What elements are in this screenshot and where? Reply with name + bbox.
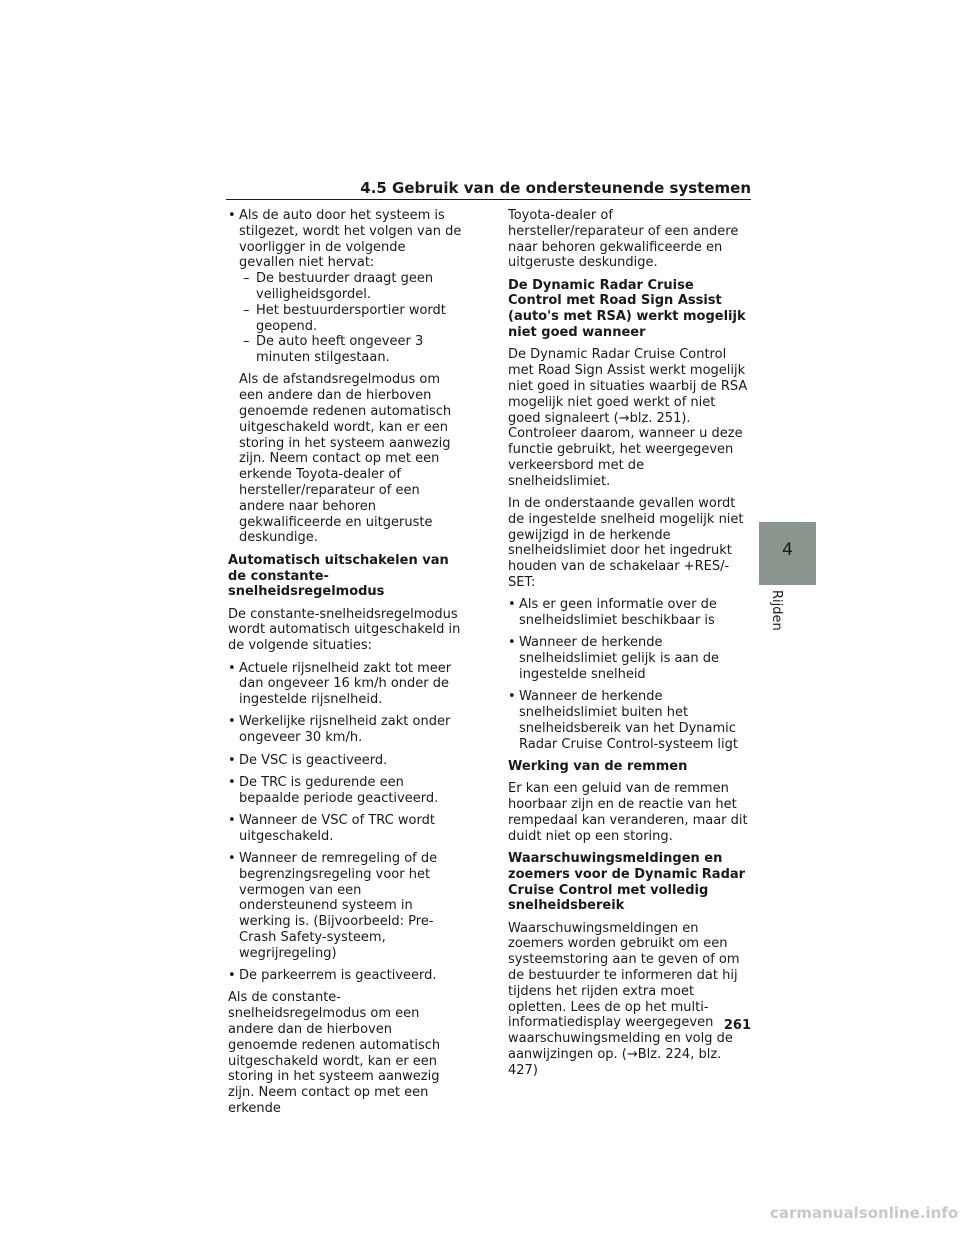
list-item: • Wanneer de herkende snelheidslimiet buiten het snelheidsbereik van het Dynamic Radar Cruise Control-systeem ligt xyxy=(508,689,748,752)
list-item: • Actuele rijsnelheid zakt tot meer dan ongeveer 16 km/h onder de ingestelde rijsnelheid. xyxy=(228,661,462,708)
list-item: • Wanneer de herkende snelheidslimiet gelijk is aan de ingestelde snelheid xyxy=(508,635,748,682)
list-item: • Wanneer de VSC of TRC wordt uitgeschakeld. xyxy=(228,813,462,845)
section-heading: Automatisch uitschakelen van de constante-snelheidsregelmodus xyxy=(228,552,449,600)
paragraph: Als de afstandsregelmodus om een andere dan de hierboven genoemde redenen automatisch uitgeschakeld wordt, kan er een storing in het systeem aanwezig zijn. Neem contact op met een erkende Toyota-dealer of hersteller/reparateur of een andere naar behoren gekwalificeerde en uitgeruste deskundige. xyxy=(239,372,452,546)
list-item: • De VSC is geactiveerd. xyxy=(228,753,462,769)
bullet-text: Als de auto door het systeem is stilgezet, wordt het volgen van de voorligger in de volgende gevallen niet hervat: xyxy=(239,208,462,271)
watermark: carmanualsonline.info xyxy=(770,1204,959,1222)
chapter-number: 4 xyxy=(782,540,793,560)
paragraph: Waarschuwingsmeldingen en zoemers worden gebruikt om een systeemstoring aan te geven of om de bestuurder te informeren dat hij tijdens het rijden extra moet opletten. Lees de op het multi-informatiedisplay weergegeven waarschuwingsmelding en volg de aanwijzingen op. (→Blz. 224, blz. 427) xyxy=(508,920,740,1078)
paragraph: De constante-snelheidsregelmodus wordt automatisch uitgeschakeld in de volgende situaties: xyxy=(228,606,461,654)
section-header: 4.5 Gebruik van de ondersteunende systemen xyxy=(360,179,751,197)
list-item: • Werkelijke rijsnelheid zakt onder ongeveer 30 km/h. xyxy=(228,714,462,746)
dash-list xyxy=(239,271,462,366)
bullet-list xyxy=(508,597,748,752)
left-column xyxy=(228,208,462,1123)
list-item: • Wanneer de remregeling of de begrenzingsregeling voor het vermogen van een ondersteunend systeem in werking is. (Bijvoorbeeld: Pre-Crash Safety-systeem, wegrijregeling) xyxy=(228,851,462,962)
paragraph: In de onderstaande gevallen wordt de ingestelde snelheid mogelijk niet gewijzigd in de herkende snelheidslimiet door het ingedrukt houden van de schakelaar +RES/-SET: xyxy=(508,496,744,591)
list-item: • Als er geen informatie over de snelheidslimiet beschikbaar is xyxy=(508,597,748,629)
paragraph: De Dynamic Radar Cruise Control met Road Sign Assist werkt mogelijk niet goed in situaties waarbij de RSA mogelijk niet goed werkt of niet goed signaleert (→blz. 251). Controleer daarom, wanneer u deze functie gebruikt, het weergegeven verkeersbord met de snelheidslimiet. xyxy=(508,347,748,489)
header-divider xyxy=(226,199,751,200)
dash-item: – Het bestuurdersportier wordt geopend. xyxy=(243,303,462,335)
list-item: • De TRC is gedurende een bepaalde periode geactiveerd. xyxy=(228,775,462,807)
dash-item: – De auto heeft ongeveer 3 minuten stilgestaan. xyxy=(243,334,462,366)
bullet-list xyxy=(228,661,462,984)
list-item: • De parkeerrem is geactiveerd. xyxy=(228,968,462,984)
right-column xyxy=(508,208,748,1085)
list-item xyxy=(228,208,462,366)
section-heading: Werking van de remmen xyxy=(508,759,688,774)
section-heading: Waarschuwingsmeldingen en zoemers voor de Dynamic Radar Cruise Control met volledig snelheidsbereik xyxy=(508,850,746,914)
paragraph: Toyota-dealer of hersteller/reparateur of een andere naar behoren gekwalificeerde en uitgeruste deskundige. xyxy=(508,208,739,271)
section-heading: De Dynamic Radar Cruise Control met Road Sign Assist (auto's met RSA) werkt mogelijk niet goed wanneer xyxy=(508,277,746,341)
paragraph: Als de constante-snelheidsregelmodus om een andere dan de hierboven genoemde redenen automatisch uitgeschakeld wordt, kan er een storing in het systeem aanwezig zijn. Neem contact op met een erkende xyxy=(228,990,441,1116)
resume-list xyxy=(228,208,462,366)
page-number: 261 xyxy=(723,1018,751,1033)
dash-item: – De bestuurder draagt geen veiligheidsgordel. xyxy=(243,271,462,303)
chapter-label: Rijden xyxy=(769,590,784,631)
paragraph: Er kan een geluid van de remmen hoorbaar zijn en de reactie van het rempedaal kan veranderen, maar dit duidt niet op een storing. xyxy=(508,781,748,844)
